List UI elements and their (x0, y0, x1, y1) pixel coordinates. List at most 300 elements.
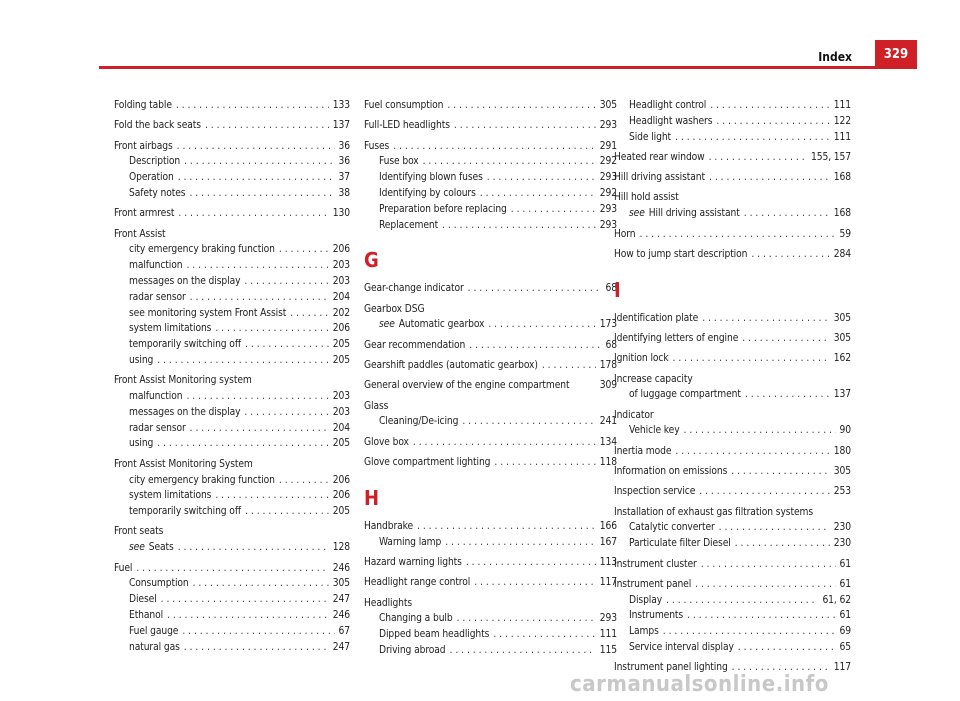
entry-label (129, 170, 174, 186)
index-subentry (364, 643, 617, 659)
dot-leader (215, 321, 328, 337)
index-heading: Front Assist Monitoring System (114, 458, 253, 470)
entry-text: Instruments (629, 610, 684, 622)
page-reference: 292 (599, 156, 617, 168)
entry-text: Instrument panel (614, 578, 692, 590)
index-subentry (614, 130, 851, 146)
index-subentry (614, 608, 851, 624)
entry-text: Fold the back seats (114, 120, 201, 132)
entry-text: system limitations (129, 490, 212, 502)
entry-label (629, 536, 731, 552)
section-letter: I (614, 277, 621, 302)
section-letter: G (364, 248, 379, 273)
page-reference: 162 (833, 353, 851, 365)
dot-leader (735, 536, 830, 552)
index-entry (114, 98, 350, 114)
entry-text: using (129, 438, 154, 450)
entry-text: Lamps (629, 626, 659, 638)
entry-text: city emergency braking function (129, 244, 275, 256)
entry-label (364, 358, 538, 374)
dot-leader (687, 608, 835, 624)
entry-text: Glove box (364, 436, 409, 448)
entry-text: Warning lamp (379, 536, 442, 548)
page-reference: 65 (839, 642, 851, 654)
dot-leader (469, 338, 601, 354)
entry-text: Seats (148, 542, 174, 554)
index-subentry (614, 624, 851, 640)
dot-leader (167, 608, 329, 624)
entry-label (629, 520, 715, 536)
page-reference: 253 (833, 486, 851, 498)
entry-text: Diesel (129, 594, 157, 606)
index-entry (614, 464, 851, 480)
page-reference: 36 (338, 140, 350, 152)
entry-label (364, 118, 450, 134)
page-reference: 61 (839, 610, 851, 622)
dot-leader (244, 405, 328, 421)
dot-leader (731, 464, 830, 480)
entry-text: Service interval display (629, 642, 734, 654)
dot-leader (675, 444, 829, 460)
dot-leader (178, 170, 335, 186)
page-reference: 204 (332, 291, 350, 303)
entry-label (114, 98, 172, 114)
entry-text: Fuel consumption (364, 100, 444, 111)
entry-label (129, 186, 185, 202)
page-reference: 205 (332, 339, 350, 351)
dot-leader (193, 576, 329, 592)
page-reference: 293 (599, 219, 617, 231)
page-reference: 293 (599, 120, 617, 132)
dot-leader (493, 627, 595, 643)
dot-leader (709, 170, 830, 186)
page-reference: 205 (332, 438, 350, 450)
entry-text: Folding table (114, 100, 172, 111)
page-reference: 168 (833, 208, 851, 220)
dot-leader (413, 435, 596, 451)
index-entry (614, 444, 851, 460)
header-rule (99, 66, 875, 69)
index-subentry (114, 608, 350, 624)
page-number-badge: 329 (875, 40, 917, 69)
entry-text: Headlight control (629, 100, 707, 111)
entry-label (129, 592, 157, 608)
index-subentry (114, 306, 350, 322)
page-reference: 155, 157 (811, 151, 851, 163)
page-reference: 293 (599, 203, 617, 215)
page-reference: 59 (839, 228, 851, 240)
index-subentry (114, 473, 350, 489)
index-entry (364, 378, 617, 394)
dot-leader (666, 593, 818, 609)
entry-text: system limitations (129, 323, 212, 335)
page-reference: 173 (599, 319, 617, 331)
page-reference: 137 (332, 120, 350, 132)
entry-text: Inertia mode (614, 445, 672, 457)
page-reference: 36 (338, 156, 350, 168)
entry-text: Hill driving assistant (614, 172, 705, 184)
entry-text: Heated rear window (614, 151, 705, 163)
index-entry (364, 575, 617, 591)
entry-text: Operation (129, 172, 174, 184)
entry-text: using (129, 354, 154, 366)
page-reference: 68 (605, 339, 617, 351)
entry-text: Vehicle key (629, 425, 680, 437)
entry-label (379, 414, 458, 430)
page-reference: 118 (599, 457, 617, 469)
dot-leader (494, 455, 595, 471)
dot-leader (442, 218, 596, 234)
entry-text: Particulate filter Diesel (629, 538, 731, 550)
page-reference: 247 (332, 594, 350, 606)
page-reference: 204 (332, 422, 350, 434)
entry-label (364, 338, 465, 354)
entry-label (114, 206, 174, 222)
entry-text: malfunction (129, 260, 183, 272)
dot-leader (290, 306, 329, 322)
index-entry (364, 519, 617, 535)
index-subentry (114, 488, 350, 504)
index-subentry (114, 405, 350, 421)
dot-leader (702, 311, 830, 327)
page-reference: 305 (332, 578, 350, 590)
dot-leader (488, 317, 595, 333)
index-subentry (614, 536, 851, 552)
entry-text: Gear recommendation (364, 339, 466, 351)
entry-label (379, 627, 489, 643)
entry-text: Instrument panel lighting (614, 662, 728, 674)
dot-leader (738, 640, 836, 656)
page-reference: 128 (332, 542, 350, 554)
entry-label (379, 611, 453, 627)
dot-leader (157, 436, 329, 452)
entry-label (629, 130, 671, 146)
entry-label (629, 593, 662, 609)
entry-text: Consumption (129, 578, 189, 590)
page-reference: 246 (332, 562, 350, 574)
dot-leader (178, 206, 328, 222)
index-subentry (114, 290, 350, 306)
entry-label (379, 186, 476, 202)
dot-leader (542, 358, 596, 374)
index-subentry (114, 186, 350, 202)
index-entry (614, 227, 851, 243)
entry-text: Gear-change indicator (364, 283, 464, 295)
page-reference: 203 (332, 260, 350, 272)
page-reference: 111 (599, 629, 617, 641)
dot-leader (487, 170, 596, 186)
page-reference: 241 (599, 416, 617, 428)
entry-label (379, 154, 419, 170)
index-heading: Hill hold assist (614, 192, 679, 204)
entry-label (614, 557, 697, 573)
index-entry (364, 455, 617, 471)
index-subentry (614, 423, 851, 439)
entry-text: Changing a bulb (379, 613, 453, 625)
entry-label (614, 444, 671, 460)
dot-leader (177, 139, 335, 155)
entry-label (129, 242, 275, 258)
index-entry (614, 247, 851, 263)
dot-leader (699, 484, 830, 500)
dot-leader (709, 150, 807, 166)
index-entry (614, 351, 851, 367)
entry-text: Full-LED headlights (364, 120, 450, 132)
dot-leader (751, 247, 829, 263)
entry-text: Front armrest (114, 208, 175, 220)
entry-text: temporarily switching off (129, 506, 242, 518)
dot-leader (245, 504, 329, 520)
index-entry (114, 139, 350, 155)
entry-label (129, 473, 275, 489)
dot-leader (176, 98, 329, 114)
index-subentry (114, 389, 350, 405)
dot-leader (466, 555, 596, 571)
dot-leader (457, 611, 596, 627)
entry-text: city emergency braking function (129, 474, 275, 486)
dot-leader (157, 353, 329, 369)
entry-text: Safety notes (129, 187, 186, 199)
page-reference: 130 (332, 208, 350, 220)
page-reference: 69 (839, 626, 851, 638)
entry-text: Automatic gearbox (398, 319, 485, 331)
page-reference: 305 (833, 332, 851, 344)
page-reference: 205 (332, 506, 350, 518)
entry-text: Dipped beam headlights (379, 629, 490, 641)
index-subentry (364, 535, 617, 551)
index-heading: Headlights (364, 597, 413, 609)
page-reference: 111 (833, 131, 851, 143)
entry-label (379, 218, 438, 234)
page-reference: 90 (839, 425, 851, 437)
entry-text: Cleaning/De-icing (379, 416, 459, 428)
page-reference: 247 (332, 641, 350, 653)
dot-leader (663, 624, 836, 640)
index-entry (614, 577, 851, 593)
index-subentry (364, 154, 617, 170)
index-subentry (114, 436, 350, 452)
entry-label (614, 464, 727, 480)
dot-leader (744, 206, 830, 222)
index-subentry (114, 274, 350, 290)
index-subentry (364, 218, 617, 234)
dot-leader (186, 258, 328, 274)
entry-label (129, 274, 240, 290)
index-heading: Front Assist (114, 228, 166, 240)
entry-label (129, 504, 241, 520)
entry-label (614, 227, 636, 243)
entry-label (364, 555, 462, 571)
entry-text: messages on the display (129, 406, 241, 418)
dot-leader (279, 473, 329, 489)
page-reference: 230 (833, 538, 851, 550)
page-reference: 68 (605, 283, 617, 295)
index-subentry (364, 611, 617, 627)
page-reference: 134 (599, 436, 617, 448)
index-entry (364, 281, 617, 297)
entry-text: Ignition lock (614, 353, 669, 365)
dot-leader (684, 423, 836, 439)
index-subentry (364, 627, 617, 643)
page-reference: 206 (332, 490, 350, 502)
entry-text: Headlight range control (364, 577, 471, 589)
entry-label (364, 378, 570, 394)
entry-label (614, 311, 698, 327)
entry-label (614, 170, 705, 186)
page-reference: 115 (599, 644, 617, 656)
entry-label (129, 576, 189, 592)
dot-leader (279, 242, 329, 258)
entry-text: Ethanol (129, 609, 164, 621)
index-subentry (114, 353, 350, 369)
entry-label (379, 170, 483, 186)
dot-leader (447, 98, 595, 114)
dot-leader (673, 351, 830, 367)
dot-leader (462, 414, 595, 430)
section-letter: H (364, 485, 379, 510)
index-subentry (614, 114, 851, 130)
dot-leader (454, 118, 596, 134)
page-reference: 293 (599, 613, 617, 625)
entry-label (364, 139, 389, 155)
page-reference: 291 (599, 140, 617, 152)
index-entry (364, 98, 617, 114)
index-subentry (114, 258, 350, 274)
entry-text: malfunction (129, 391, 183, 403)
entry-label (364, 281, 464, 297)
page-reference: 305 (833, 312, 851, 324)
dot-leader (511, 202, 596, 218)
index-subentry (614, 387, 851, 403)
index-entry (114, 206, 350, 222)
entry-text: Handbrake (364, 520, 414, 532)
index-subentry (114, 421, 350, 437)
page-reference: 61 (839, 558, 851, 570)
dot-leader (189, 186, 334, 202)
index-heading: Increase capacity (614, 373, 693, 385)
entry-label (129, 321, 211, 337)
entry-label (129, 436, 153, 452)
entry-label (129, 608, 163, 624)
index-subentry (114, 540, 350, 556)
index-subentry (114, 640, 350, 656)
index-heading: Front seats (114, 526, 164, 538)
page-reference: 203 (332, 406, 350, 418)
index-subentry (114, 242, 350, 258)
index-entry (364, 338, 617, 354)
dot-leader (205, 118, 329, 134)
entry-label (629, 624, 659, 640)
entry-label (129, 624, 178, 640)
dot-leader (161, 592, 329, 608)
index-entry (364, 118, 617, 134)
entry-text: natural gas (129, 641, 180, 653)
index-column-2 (364, 98, 617, 659)
index-subentry (114, 504, 350, 520)
page-reference: 167 (599, 536, 617, 548)
entry-label (129, 353, 153, 369)
entry-label (629, 206, 740, 222)
page-reference: 166 (599, 520, 617, 532)
entry-label (629, 114, 712, 130)
dot-leader (719, 520, 830, 536)
entry-label (379, 535, 441, 551)
entry-label (379, 643, 446, 659)
page-reference: 293 (599, 172, 617, 184)
index-heading: Glass (364, 400, 389, 412)
index-heading: Installation of exhaust gas filtration systems (614, 506, 813, 518)
watermark: carmanualsonline.info (570, 672, 829, 697)
entry-label (114, 118, 201, 134)
entry-label (364, 519, 413, 535)
entry-text: Identification plate (614, 312, 699, 324)
dot-leader (136, 561, 328, 577)
entry-label (364, 575, 470, 591)
index-subentry (364, 414, 617, 430)
index-entry (614, 150, 851, 166)
entry-text: Glove compartment lighting (364, 457, 491, 469)
entry-label (629, 608, 683, 624)
page-reference: 180 (833, 445, 851, 457)
page-reference: 168 (833, 172, 851, 184)
index-subentry (114, 170, 350, 186)
entry-label (629, 98, 706, 114)
index-subentry (114, 592, 350, 608)
index-subentry (614, 593, 851, 609)
page-reference: 284 (833, 248, 851, 260)
index-entry (614, 557, 851, 573)
index-entry (364, 139, 617, 155)
entry-text: Identifying blown fuses (379, 172, 483, 184)
entry-label (129, 640, 180, 656)
dot-leader (480, 186, 596, 202)
entry-label (629, 640, 734, 656)
page-reference: 203 (332, 391, 350, 403)
dot-leader (423, 154, 596, 170)
entry-text: Driving abroad (379, 644, 446, 656)
index-subentry (364, 186, 617, 202)
entry-label (129, 421, 186, 437)
entry-text: Side light (629, 131, 672, 143)
dot-leader (186, 389, 328, 405)
page-reference: 61, 62 (822, 594, 851, 606)
dot-leader (742, 331, 830, 347)
index-subentry (364, 317, 617, 333)
entry-text: see monitoring system Front Assist (129, 307, 287, 319)
dot-leader (710, 98, 830, 114)
entry-text: Gearshift paddles (automatic gearbox) (364, 360, 538, 372)
entry-label (129, 290, 186, 306)
entry-text: Information on emissions (614, 466, 728, 478)
entry-label (614, 351, 669, 367)
entry-text: Identifying by colours (379, 187, 476, 199)
entry-text: Fuel gauge (129, 625, 179, 637)
index-entry (364, 435, 617, 451)
entry-label (379, 317, 484, 333)
entry-label (379, 202, 507, 218)
entry-text: of luggage compartment (629, 389, 741, 401)
index-entry (614, 331, 851, 347)
page-reference: 230 (833, 522, 851, 534)
entry-label (129, 540, 174, 556)
dot-leader (244, 274, 328, 290)
page-reference: 137 (833, 389, 851, 401)
dot-leader (701, 557, 836, 573)
index-entry (614, 484, 851, 500)
page-reference: 111 (833, 100, 851, 111)
page-reference: 67 (338, 625, 350, 637)
dot-leader (184, 154, 334, 170)
